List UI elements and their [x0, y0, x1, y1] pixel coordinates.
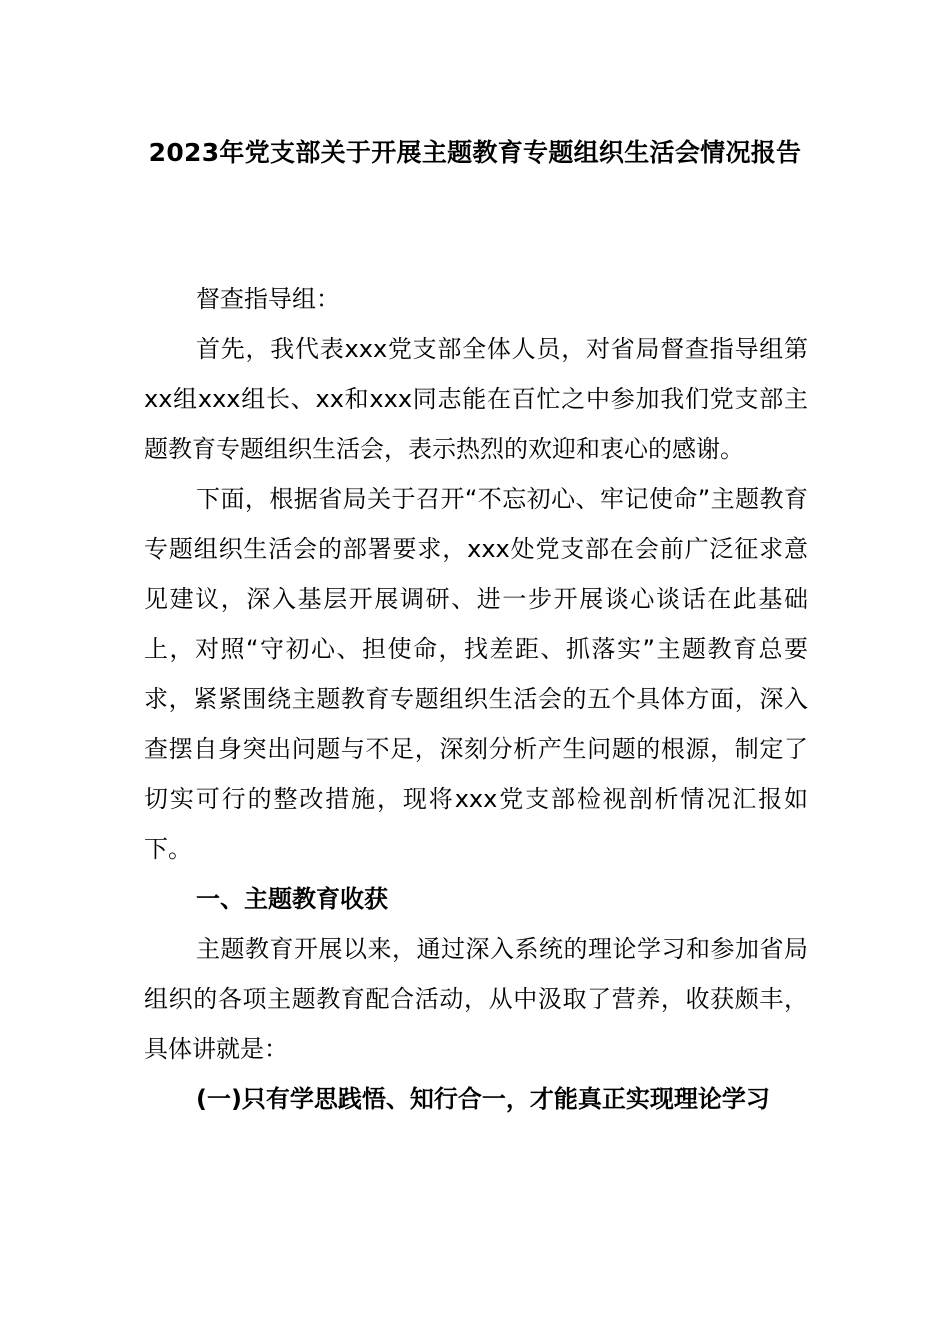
salutation: 督查指导组： — [196, 285, 340, 313]
document-title: 2023年党支部关于开展主题教育专题组织生活会情况报告 — [148, 138, 802, 167]
paragraph-welcome: 首先，我代表xxx党支部全体人员，对省局督查指导组第xx组xxx组长、xx和xxx同志能在百忙之中参加我们党支部主题教育专题组织生活会，表示热烈的欢迎和衷心的感谢。 — [144, 335, 808, 463]
paragraph-harvest: 主题教育开展以来，通过深入系统的理论学习和参加省局组织的各项主题教育配合活动，从中汲取了营养，收获颇丰，具体讲就是： — [144, 935, 808, 1063]
paragraph-overview: 下面，根据省局关于召开“不忘初心、牢记使命”主题教育专题组织生活会的部署要求，xxx处党支部在会前广泛征求意见建议，深入基层开展调研、进一步开展谈心谈话在此基础上，对照“守初心、担使命，找差距、抓落实”主题教育总要求，紧紧围绕主题教育专题组织生活会的五个具体方面，深入查摆自身突出问题与不足，深刻分析产生问题的根源，制定了切实可行的整改措施，现将xxx党支部检视剖析情况汇报如下。 — [144, 485, 808, 863]
document-body — [144, 274, 808, 1124]
subsection-heading-1: (一)只有学思践悟、知行合一，才能真正实现理论学习 — [196, 1085, 770, 1113]
section-heading-1: 一、主题教育收获 — [196, 885, 388, 913]
